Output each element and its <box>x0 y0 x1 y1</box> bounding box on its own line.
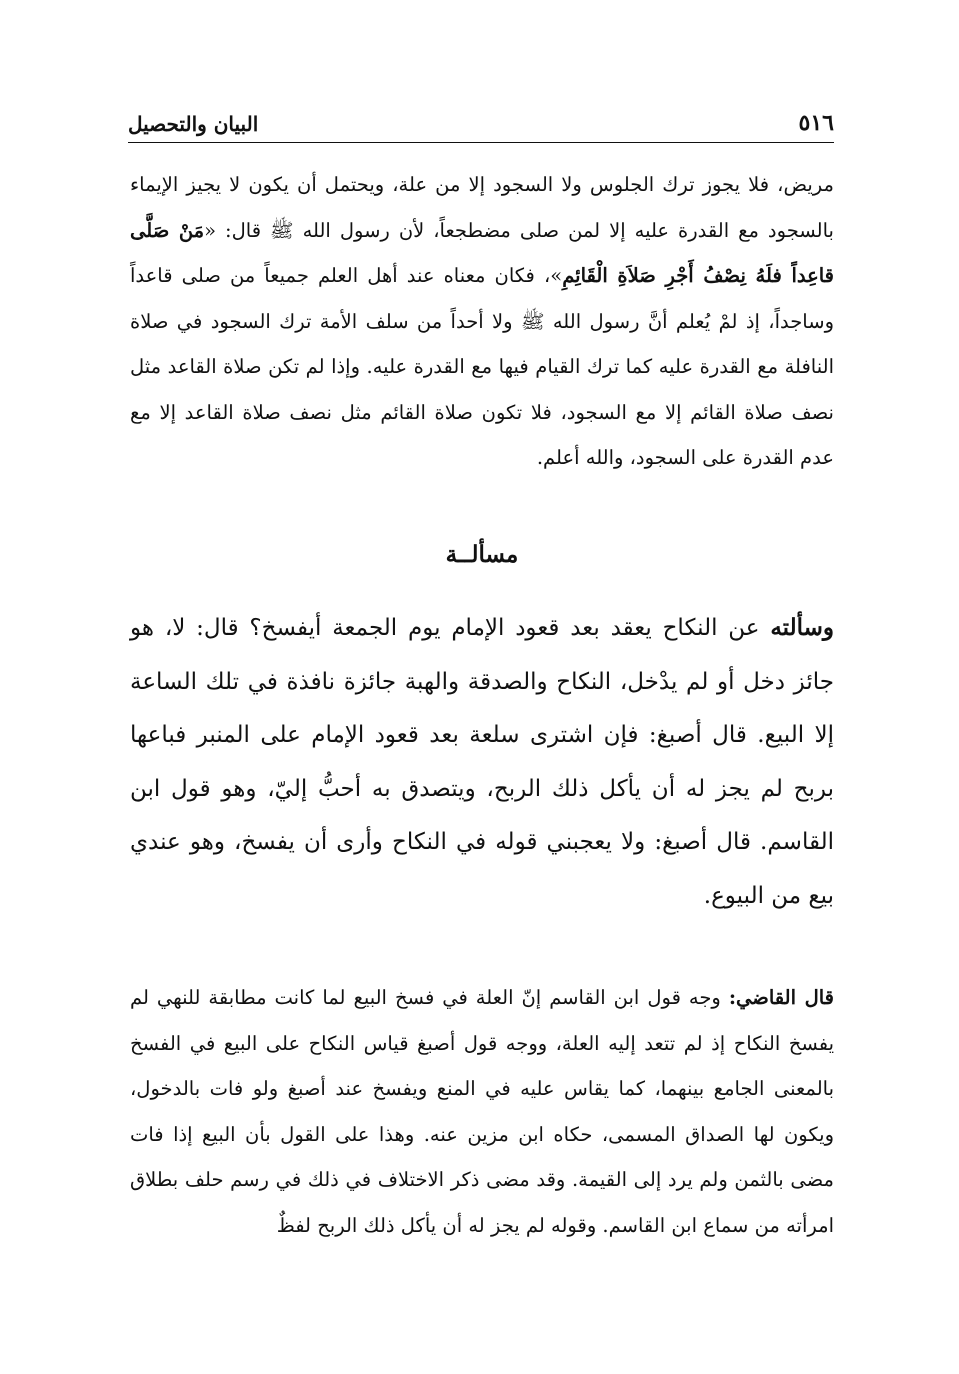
page-number: ٥١٦ <box>798 110 834 136</box>
paragraph-3 <box>130 975 834 1248</box>
paragraph-2 <box>130 601 834 923</box>
paragraph-1-text-b: »، فكان معناه عند أهل العلم جميعاً من صلى قاعداً وساجداً، إذ لمْ يُعلم أنَّ رسول الله ﷺ ولا أحداً من سلف الأمة ترك السجود في صلاة النافلة مع القدرة عليه كما ترك القيام فيها مع القدرة عليه. وإذا لم تكن صلاة القاعد مثل نصف صلاة القائم إلا مع السجود، فلا تكون صلاة القائم مثل نصف صلاة القاعد إلا مع عدم القدرة على السجود، والله أعلم. <box>130 264 834 469</box>
header-rule <box>128 142 834 143</box>
section-heading: مسألــة <box>445 541 519 568</box>
paragraph-1-text-a: مريض، فلا يجوز ترك الجلوس ولا السجود إلا من علة، ويحتمل أن يكون لا يجيز الإيماء بالسجود مع القدرة عليه إلا لمن صلى مضطجعاً، لأن رسول الله ﷺ قال: « <box>130 173 834 242</box>
paragraph-3-lead: قال القاضي: <box>728 986 834 1009</box>
paragraph-2-text: عن النكاح يعقد بعد قعود الإمام يوم الجمعة أيفسخ؟ قال: لا، هو جائز دخل أو لم يدْخل، النكاح والصدقة والهبة جائزة نافذة في تلك الساعة إلا البيع. قال أصبغ: فإن اشترى سلعة بعد قعود الإمام على المنبر فباعها بربح لم يجز له أن يأكل ذلك الربح، ويتصدق به أحبُّ إليّ، وهو قول ابن القاسم. قال أصبغ: ولا يعجبني قوله في النكاح وأرى أن يفسخ، وهو عندي بيع من البيوع. <box>130 615 834 909</box>
paragraph-2-lead: وسألته <box>770 614 834 641</box>
paragraph-1 <box>130 162 834 481</box>
paragraph-3-text: وجه قول ابن القاسم إنّ العلة في فسخ البيع لما كانت مطابقة للنهي لم يفسخ النكاح إذ لم تتعد إليه العلة، ووجه قول أصبغ قياس النكاح على البيع في الفسخ بالمعنى الجامع بينهما، كما يقاس عليه في المنع ويفسخ عند أصبغ ولو فات بالدخول، ويكون لها الصداق المسمى، حكاه ابن مزين عنه. وهذا على القول بأن البيع إذا فات مضى بالثمن ولم يرد إلى القيمة. وقد مضى ذكر الاختلاف في ذلك في رسم حلف بطلاق امرأته من سماع ابن القاسم. وقوله لم يجز له أن يأكل ذلك الربح لفظٌ <box>130 986 834 1237</box>
hadith-quote: مَنْ صَلَّى قاعِداً فلَهُ نِصْفُ أَجْرِ صَلاَةِ الْقَائِمِ <box>130 218 834 287</box>
page-header <box>128 96 834 136</box>
book-title: البيان والتحصيل <box>128 112 259 136</box>
